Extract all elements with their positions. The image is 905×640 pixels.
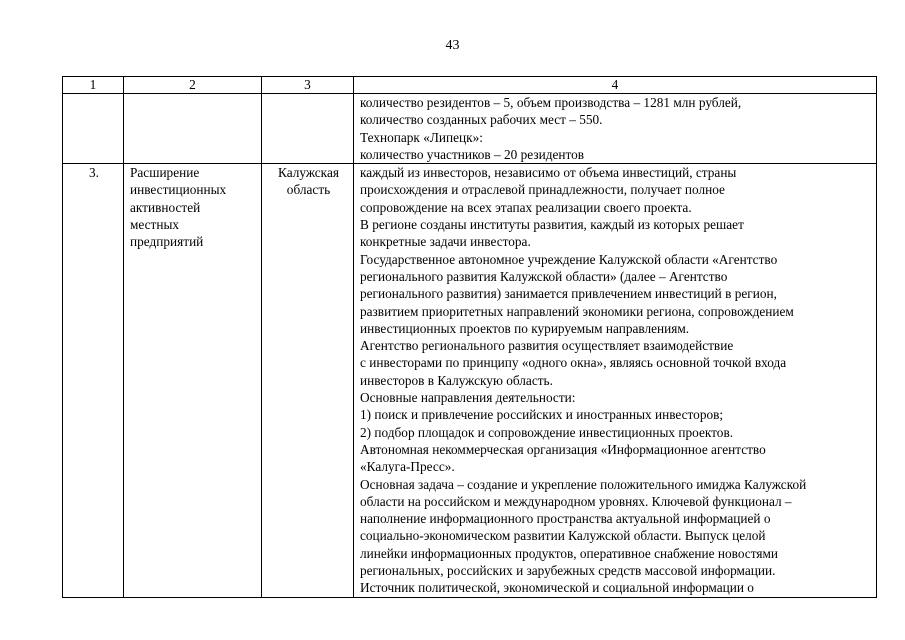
table-header-row — [63, 77, 877, 94]
measure-line: местных — [130, 217, 180, 233]
text-line: Основная задача – создание и укрепление положительного имиджа Калужской — [360, 476, 807, 492]
measure-line: активностей — [130, 199, 201, 215]
text-line: Агентство регионального развития осуществляет взаимодействие — [360, 338, 734, 354]
text-line: В регионе созданы институты развития, каждый из которых решает — [360, 217, 744, 233]
text-line: Основные направления деятельности: — [360, 390, 576, 406]
text-line: Автономная некоммерческая организация «Информационное агентство — [360, 441, 766, 457]
region-line: область — [286, 182, 331, 198]
region-line: Калужская — [278, 165, 339, 181]
text-line: регионального развития) занимается привлечением инвестиций в регион, — [360, 286, 777, 302]
row-number-cell: 3. — [63, 164, 124, 597]
text-line: количество созданных рабочих мест – 550. — [360, 112, 603, 128]
description-cell — [354, 164, 877, 597]
text-line: Технопарк «Липецк»: — [360, 129, 483, 145]
text-line: Источник политической, экономической и социальной информации о — [360, 580, 754, 596]
table-row-continuation — [63, 94, 877, 164]
number-cell — [63, 94, 124, 164]
text-line: области на российском и международном уровнях. Ключевой функционал – — [360, 493, 792, 509]
text-line: инвестиционных проектов по курируемым направлениям. — [360, 320, 690, 336]
text-line: 1) поиск и привлечение российских и иностранных инвесторов; — [360, 407, 724, 423]
measure-line: предприятий — [130, 234, 204, 250]
table-row-3 — [63, 164, 877, 597]
header-cell: 1 — [63, 77, 124, 94]
region-cell — [262, 164, 354, 597]
header-cell: 3 — [262, 77, 354, 94]
text-line: «Калуга-Пресс». — [360, 459, 455, 475]
text-line: инвесторов в Калужскую область. — [360, 372, 553, 388]
text-line: региональных, российских и зарубежных средств массовой информации. — [360, 563, 776, 579]
measure-line: инвестиционных — [130, 182, 227, 198]
text-line: происхождения и отраслевой принадлежности, получает полное — [360, 182, 725, 198]
measure-cell — [124, 94, 262, 164]
region-cell — [262, 94, 354, 164]
measure-cell — [124, 164, 262, 597]
text-line: количество резидентов – 5, объем производства – 1281 млн рублей, — [360, 95, 742, 110]
text-line: каждый из инвесторов, независимо от объема инвестиций, страны — [360, 165, 737, 181]
text-line: регионального развития Калужской области» (далее – Агентство — [360, 268, 728, 284]
text-line: 2) подбор площадок и сопровождение инвестиционных проектов. — [360, 424, 734, 440]
text-line: Государственное автономное учреждение Калужской области «Агентство — [360, 251, 778, 267]
text-line: количество участников – 20 резидентов — [360, 146, 585, 162]
text-line: наполнение информационного пространства актуальной информацией о — [360, 511, 771, 527]
measure-line: Расширение — [130, 165, 200, 181]
description-cell — [354, 94, 877, 164]
text-line: с инвесторами по принципу «одного окна», являясь основной точкой входа — [360, 355, 787, 371]
text-line: социально-экономическом развитии Калужской области. Выпуск целой — [360, 528, 766, 544]
page-number: 43 — [445, 38, 460, 53]
text-line: конкретные задачи инвестора. — [360, 234, 531, 250]
document-table — [62, 76, 877, 598]
text-line: линейки информационных продуктов, оперативное снабжение новостями — [360, 545, 778, 561]
header-cell: 4 — [354, 77, 877, 94]
text-line: сопровождение на всех этапах реализации своего проекта. — [360, 199, 692, 215]
header-cell: 2 — [124, 77, 262, 94]
text-line: развитием приоритетных направлений экономики региона, сопровождением — [360, 303, 794, 319]
